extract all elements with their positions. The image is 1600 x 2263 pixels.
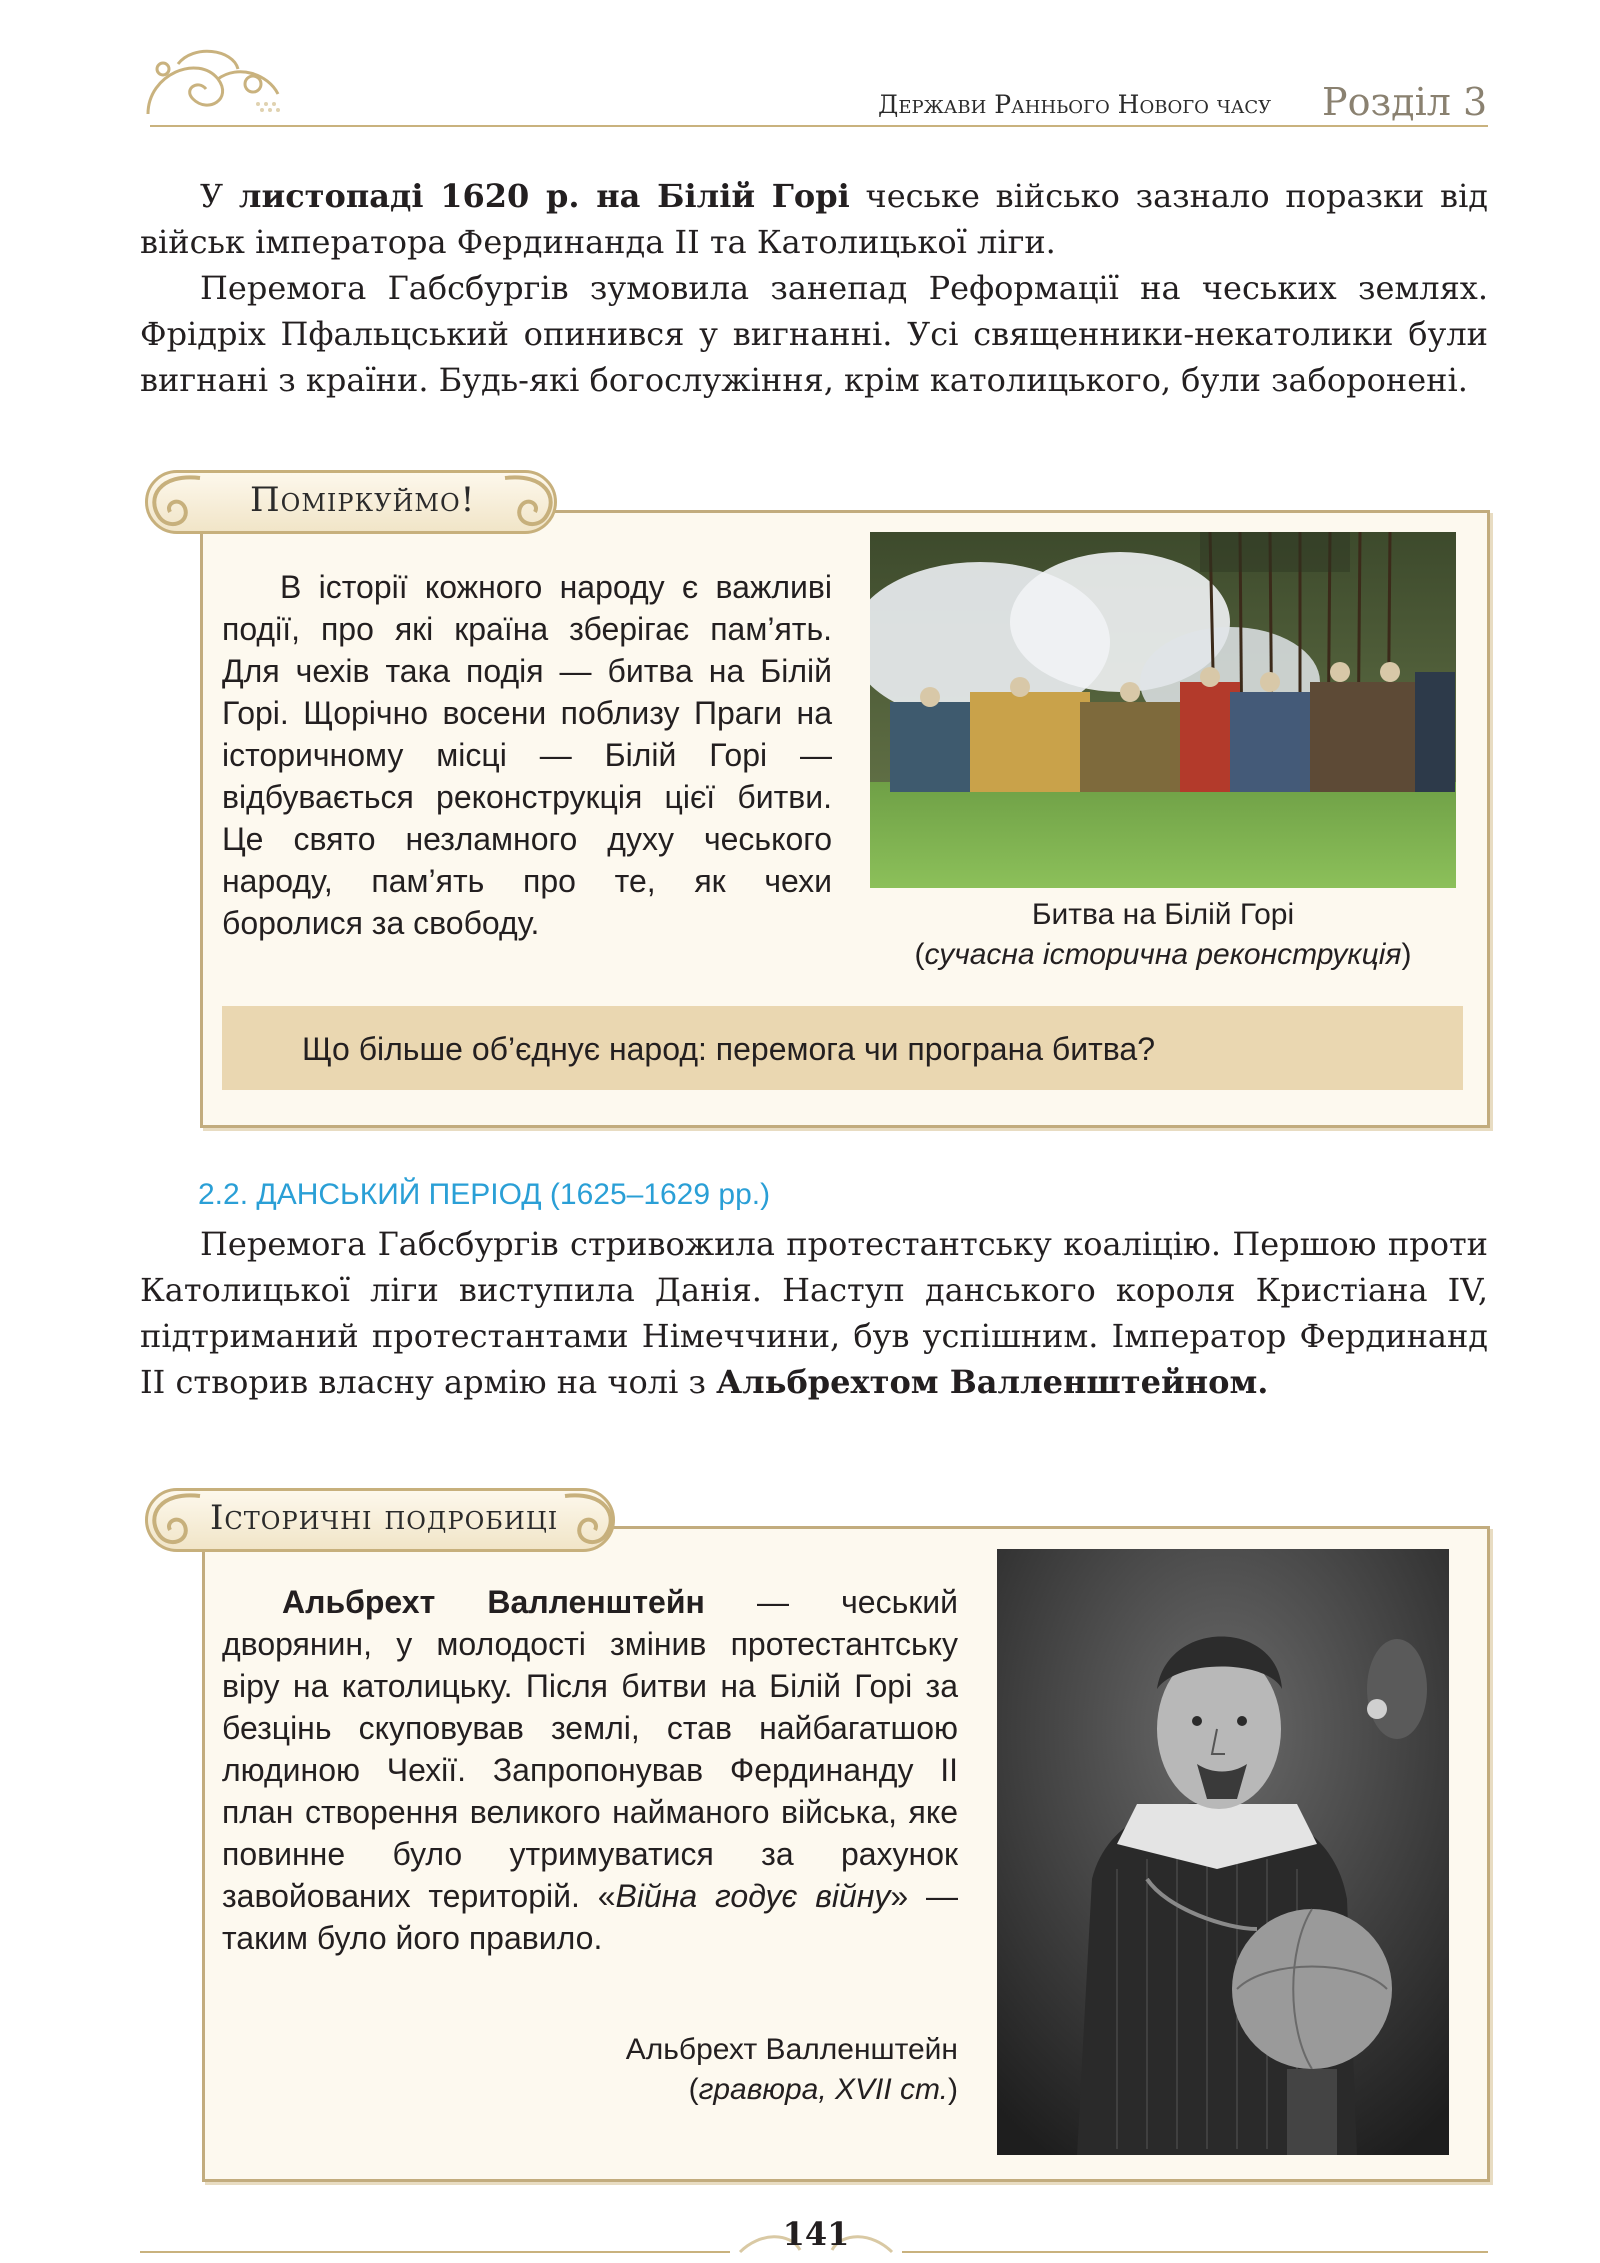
wallenstein-portrait: [997, 1549, 1449, 2155]
section-body: [140, 1221, 1488, 1405]
banner-scroll-right-icon: [555, 1486, 625, 1556]
details-box-text: Альбрехт Валленштейн — чеський дворянин, у молодості змінив протестантську віру на католицьку. Після битви на Білій Горі за безцінь скуповував землі, став найбагатшою людиною Чехії. Запропонував Фердинанду II план створення великого найманого війська, яке повинне було утримуватися за рахунок завойованих територій. «Війна годує війну» — таким було його правило.: [222, 1584, 959, 1956]
intro-paragraph-1: У листопаді 1620 р. на Білій Горі чеське військо зазнало поразки від військ імператора Фердинанда II та Католицької ліги.: [140, 177, 1489, 261]
banner-scroll-left-icon: [140, 468, 210, 538]
intro-paragraph-2: Перемога Габсбургів зумовила занепад Реформації на чеських землях. Фрідріх Пфальцський опинився у вигнанні. Усі священники-некатолики були вигнані з країни. Будь-які богослужіння, крім католицького, були заборонені.: [140, 269, 1488, 399]
banner-scroll-left-icon: [140, 1486, 210, 1556]
page-number: 141: [782, 2215, 850, 2253]
intro-paragraphs: [140, 173, 1488, 403]
think-box-text: В історії кожного народу є важливі події, про які країна зберігає пам’ять. Для чехів така подія — битва на Білій Горі. Щорічно восени поблизу Праги на історичному місці — Білій Горі — відбувається реконструкція цієї битви. Це свято незламного духу чеського народу, пам’ять про те, як чехи боролися за свободу.: [222, 569, 832, 941]
header-rule: [150, 125, 1488, 127]
footer-rule-left: [140, 2251, 730, 2253]
running-title: Держави Раннього Нового часу: [878, 90, 1272, 119]
portrait-caption-title: Альбрехт Валленштейн: [625, 2033, 958, 2066]
details-box-title: Історичні подробиці: [210, 1498, 559, 1538]
footer-rule-right: [902, 2251, 1488, 2253]
photo-caption-title: Битва на Білій Горі: [1031, 898, 1295, 931]
photo-caption-note: (сучасна історична реконструкція): [914, 938, 1412, 971]
think-box-title: Поміркуймо!: [250, 480, 476, 520]
header-ornament: [138, 44, 288, 124]
section-body-paragraph: Перемога Габсбургів стривожила протестантську коаліцію. Першою проти Католицької ліги виступила Данія. Наступ данського короля Кристіана IV, підтриманий протестантами Німеччини, був успішним. Імператор Фердинанд II створив власну армію на чолі з Альбрехтом Валленштейном.: [140, 1225, 1488, 1401]
banner-scroll-right-icon: [495, 468, 565, 538]
battle-reconstruction-photo: [870, 532, 1456, 888]
photo-caption: [870, 895, 1456, 975]
portrait-caption: [560, 2030, 958, 2110]
think-question: Що більше об’єднує народ: перемога чи програна битва?: [302, 1031, 1156, 1067]
section-heading: 2.2. ДАНСЬКИЙ ПЕРІОД (1625–1629 рр.): [198, 1178, 771, 1211]
portrait-caption-note: (гравюра, XVII ст.): [688, 2073, 958, 2106]
section-label: Розділ 3: [1322, 80, 1488, 124]
